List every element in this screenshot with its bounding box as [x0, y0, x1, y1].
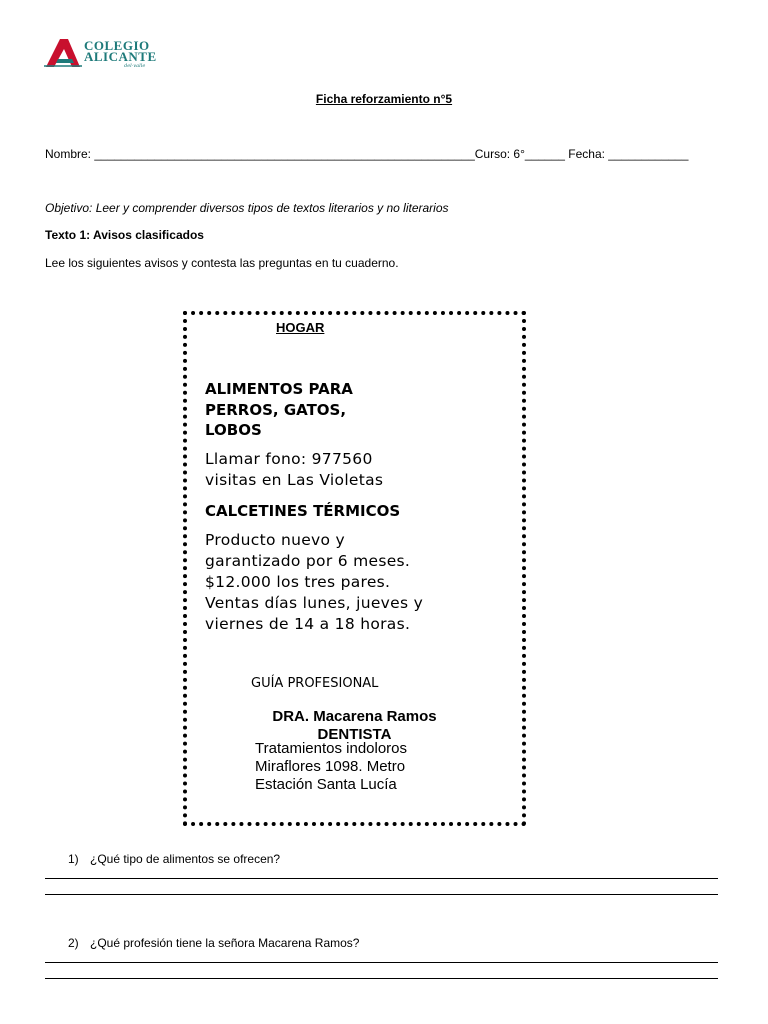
- food-heading-line: ALIMENTOS PARA: [205, 380, 353, 398]
- socks-body-line: Producto nuevo y: [205, 531, 346, 549]
- objective-text: Objetivo: Leer y comprender diversos tipos de textos literarios y no literarios: [45, 201, 449, 215]
- socks-body-line: viernes de 14 a 18 horas.: [205, 615, 411, 633]
- dentist-detail-line: Miraflores 1098. Metro: [255, 758, 406, 775]
- ads-section-heading: HOGAR: [276, 320, 325, 335]
- text-section-title: Texto 1: Avisos clasificados: [45, 228, 204, 242]
- dentist-name: DRA. Macarena Ramos: [272, 708, 437, 725]
- instruction-text: Lee los siguientes avisos y contesta las preguntas en tu cuaderno.: [45, 256, 399, 270]
- dentist-ad-details: [255, 740, 407, 794]
- question-1-number: 1): [68, 852, 79, 866]
- school-logo: [44, 37, 164, 73]
- question-2-number: 2): [68, 936, 79, 950]
- answer-line[interactable]: [45, 878, 718, 879]
- logo-tagline: del·valle: [124, 63, 146, 69]
- food-heading-line: PERROS, GATOS,: [205, 400, 347, 419]
- socks-body-line: $12.000 los tres pares.: [205, 573, 391, 591]
- dentist-detail-line: Estación Santa Lucía: [255, 776, 397, 793]
- document-title: Ficha reforzamiento n°5: [315, 92, 453, 106]
- answer-line[interactable]: [45, 962, 718, 963]
- food-heading-line: LOBOS: [205, 421, 262, 439]
- socks-ad-heading: CALCETINES TÉRMICOS: [205, 502, 401, 520]
- answer-line[interactable]: [45, 894, 718, 895]
- guide-section-heading: GUÍA PROFESIONAL: [251, 676, 379, 691]
- question-2-text: ¿Qué profesión tiene la señora Macarena Ramos?: [90, 936, 360, 950]
- dentist-profession: DENTISTA: [317, 726, 392, 743]
- question-1-text: ¿Qué tipo de alimentos se ofrecen?: [90, 852, 281, 866]
- socks-body-line: garantizado por 6 meses.: [205, 552, 411, 570]
- socks-body-line: Ventas días lunes, jueves y: [205, 594, 424, 612]
- dentist-detail-line: Tratamientos indoloros: [255, 740, 408, 757]
- logo-a-icon: [44, 37, 84, 69]
- classified-ads-box: [183, 311, 526, 826]
- socks-ad-body: [205, 530, 423, 635]
- food-ad-heading: [205, 379, 353, 441]
- student-info-line: Nombre: _________________________________________________________Curso: 6°______ Fecha: ____________: [45, 147, 689, 161]
- food-ad-body: [205, 449, 383, 491]
- logo-text-line2: ALICANTE: [84, 49, 157, 64]
- dentist-ad-heading: [187, 708, 522, 744]
- answer-line[interactable]: [45, 978, 718, 979]
- logo-text-line1: COLEGIO: [84, 38, 150, 53]
- food-body-line: visitas en Las Violetas: [205, 471, 384, 489]
- food-body-line: Llamar fono: 977560: [205, 450, 373, 468]
